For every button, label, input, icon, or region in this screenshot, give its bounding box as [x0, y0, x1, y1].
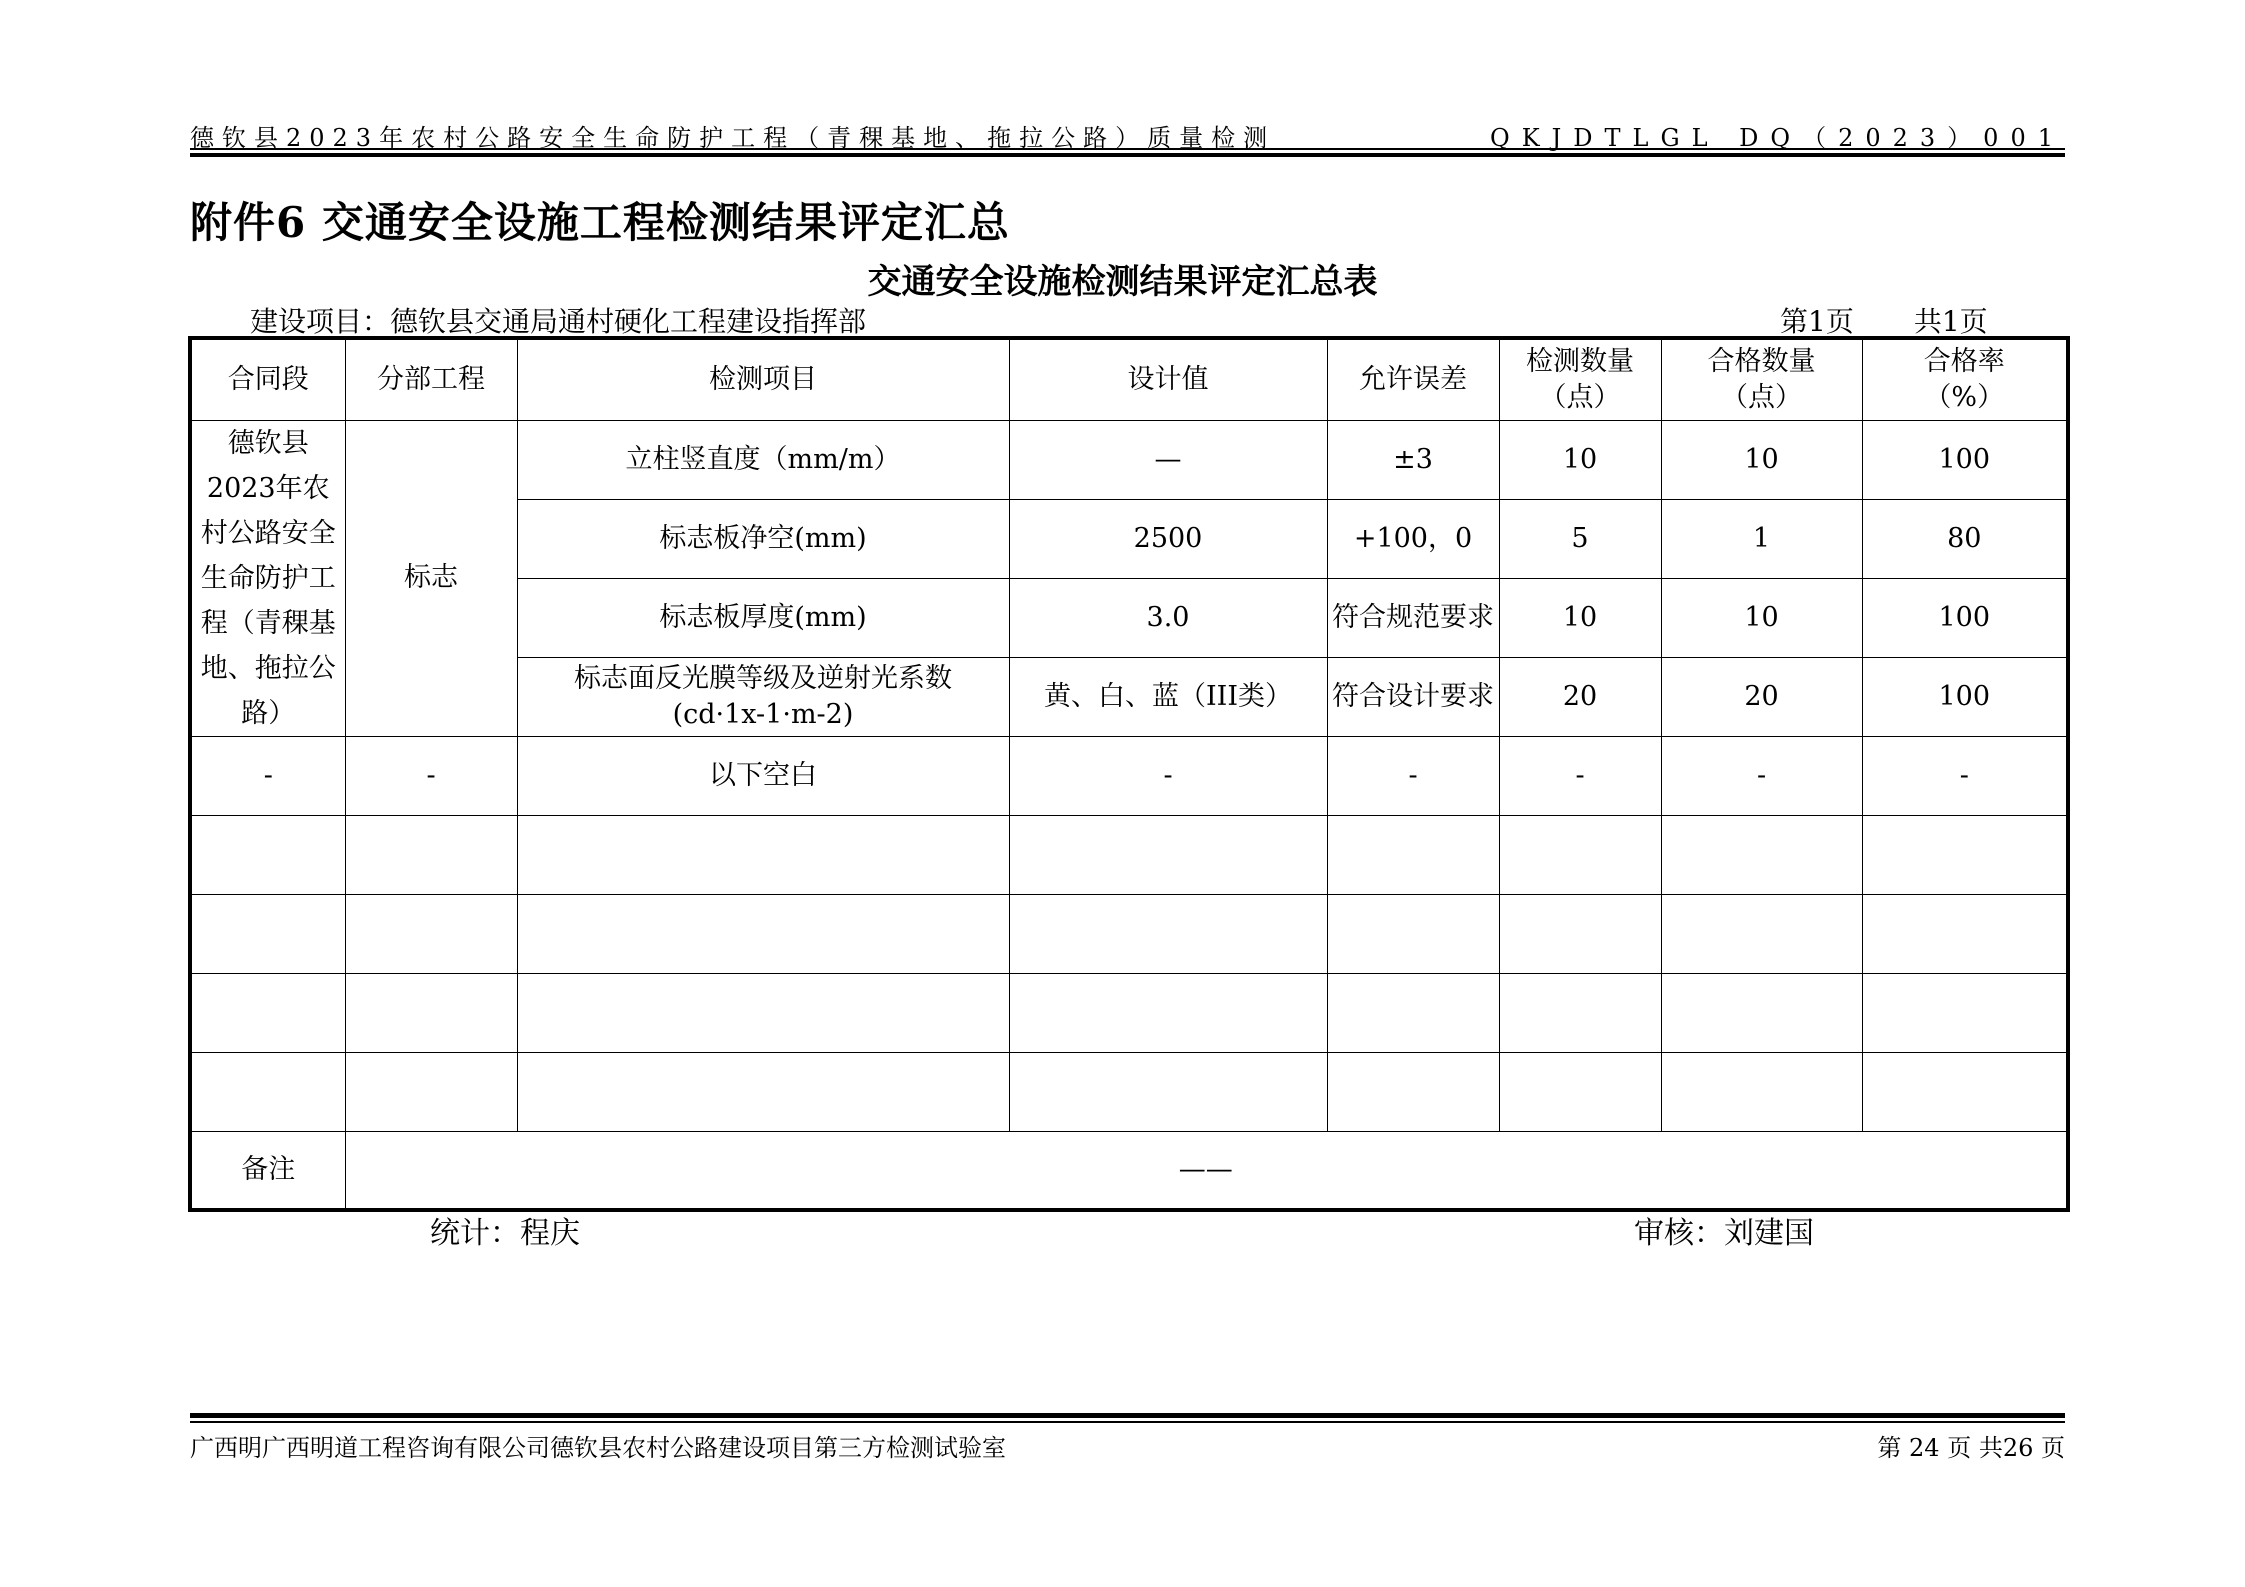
item-cell: 标志板净空(mm) [517, 499, 1009, 578]
passed-cell: 10 [1661, 420, 1862, 499]
remarks-row [190, 1131, 2068, 1210]
rate-cell: 100 [1862, 578, 2068, 657]
empty-row [190, 815, 2068, 894]
footer-page-info: 第 24 页 共26 页 [1877, 1434, 2065, 1462]
remarks-label: 备注 [190, 1131, 345, 1210]
empty-row [190, 894, 2068, 973]
passed-cell: 20 [1661, 657, 1862, 736]
header-division: 分部工程 [345, 338, 517, 420]
design-cell: 黄、白、蓝（III类） [1009, 657, 1327, 736]
header-rule [190, 148, 2065, 150]
table-header-row [190, 338, 2068, 420]
tolerance-cell: 符合设计要求 [1327, 657, 1499, 736]
passed-cell: 10 [1661, 578, 1862, 657]
blank-contract-cell: - [190, 736, 345, 815]
empty-row [190, 973, 2068, 1052]
header-count-line1: 检测数量 [1526, 345, 1634, 377]
footer-rule [190, 1421, 2065, 1423]
item-line1: 标志面反光膜等级及逆射光系数 [574, 662, 952, 694]
header-passed-line1: 合格数量 [1707, 345, 1816, 377]
blank-count-cell: - [1499, 736, 1661, 815]
design-cell: 2500 [1009, 499, 1327, 578]
header-rate-line1: 合格率 [1923, 345, 2005, 377]
project-line: 建设项目：德钦县交通局通村硬化工程建设指挥部 [250, 305, 867, 338]
rate-cell: 80 [1862, 499, 2068, 578]
header-passed [1661, 338, 1862, 420]
page-total: 共1页 [1913, 305, 1988, 338]
page-number: 第1页 [1780, 305, 1854, 338]
header-count [1499, 338, 1661, 420]
item-cell: 标志板厚度(mm) [517, 578, 1009, 657]
header-rate-line2: （%） [1924, 381, 2005, 413]
count-cell: 10 [1499, 420, 1661, 499]
blank-item-cell: 以下空白 [517, 736, 1009, 815]
header-item: 检测项目 [517, 338, 1009, 420]
blank-passed-cell: - [1661, 736, 1862, 815]
table-row [190, 420, 2068, 499]
blank-rate-cell: - [1862, 736, 2068, 815]
page-indicator [1780, 300, 1988, 340]
header-rate [1862, 338, 2068, 420]
count-cell: 5 [1499, 499, 1661, 578]
header-tolerance: 允许误差 [1327, 338, 1499, 420]
running-header [190, 112, 2065, 152]
blank-design-cell: - [1009, 736, 1327, 815]
blank-division-cell: - [345, 736, 517, 815]
summary-table [188, 336, 2070, 1212]
remarks-value: —— [345, 1131, 2068, 1210]
rate-cell: 100 [1862, 420, 2068, 499]
tolerance-cell: ±3 [1327, 420, 1499, 499]
running-header-title: 德钦县2023年农村公路安全生命防护工程（青稞基地、拖拉公路）质量检测 [190, 124, 1276, 152]
running-header-report-number: QKJDTLGL DQ（2023）001 [1490, 124, 2065, 152]
blank-marker-row [190, 736, 2068, 815]
count-cell: 20 [1499, 657, 1661, 736]
header-passed-line2: （点） [1721, 381, 1802, 413]
header-rule-thick [190, 153, 2065, 157]
design-cell: — [1009, 420, 1327, 499]
passed-cell: 1 [1661, 499, 1862, 578]
header-count-line2: （点） [1539, 381, 1621, 413]
table-title: 交通安全设施检测结果评定汇总表 [867, 262, 1378, 302]
header-design: 设计值 [1009, 338, 1327, 420]
reviewer-signature: 审核：刘建国 [1634, 1216, 1814, 1251]
count-cell: 10 [1499, 578, 1661, 657]
contract-segment-cell: 德钦县2023年农村公路安全生命防护工程（青稞基地、拖拉公路） [190, 420, 345, 736]
item-line2: (cd·1x-1·m-2) [672, 698, 854, 730]
blank-tolerance-cell: - [1327, 736, 1499, 815]
attachment-title: 附件6 交通安全设施工程检测结果评定汇总 [190, 198, 1010, 247]
statistician-signature: 统计：程庆 [430, 1216, 580, 1251]
tolerance-cell: +100，0 [1327, 499, 1499, 578]
footer-rule-thick [190, 1413, 2065, 1418]
item-cell [517, 657, 1009, 736]
footer-organization: 广西明广西明道工程咨询有限公司德钦县农村公路建设项目第三方检测试验室 [190, 1434, 1006, 1462]
item-cell: 立柱竖直度（mm/m） [517, 420, 1009, 499]
header-contract: 合同段 [190, 338, 345, 420]
empty-row [190, 1052, 2068, 1131]
design-cell: 3.0 [1009, 578, 1327, 657]
rate-cell: 100 [1862, 657, 2068, 736]
tolerance-cell: 符合规范要求 [1327, 578, 1499, 657]
division-cell: 标志 [345, 420, 517, 736]
